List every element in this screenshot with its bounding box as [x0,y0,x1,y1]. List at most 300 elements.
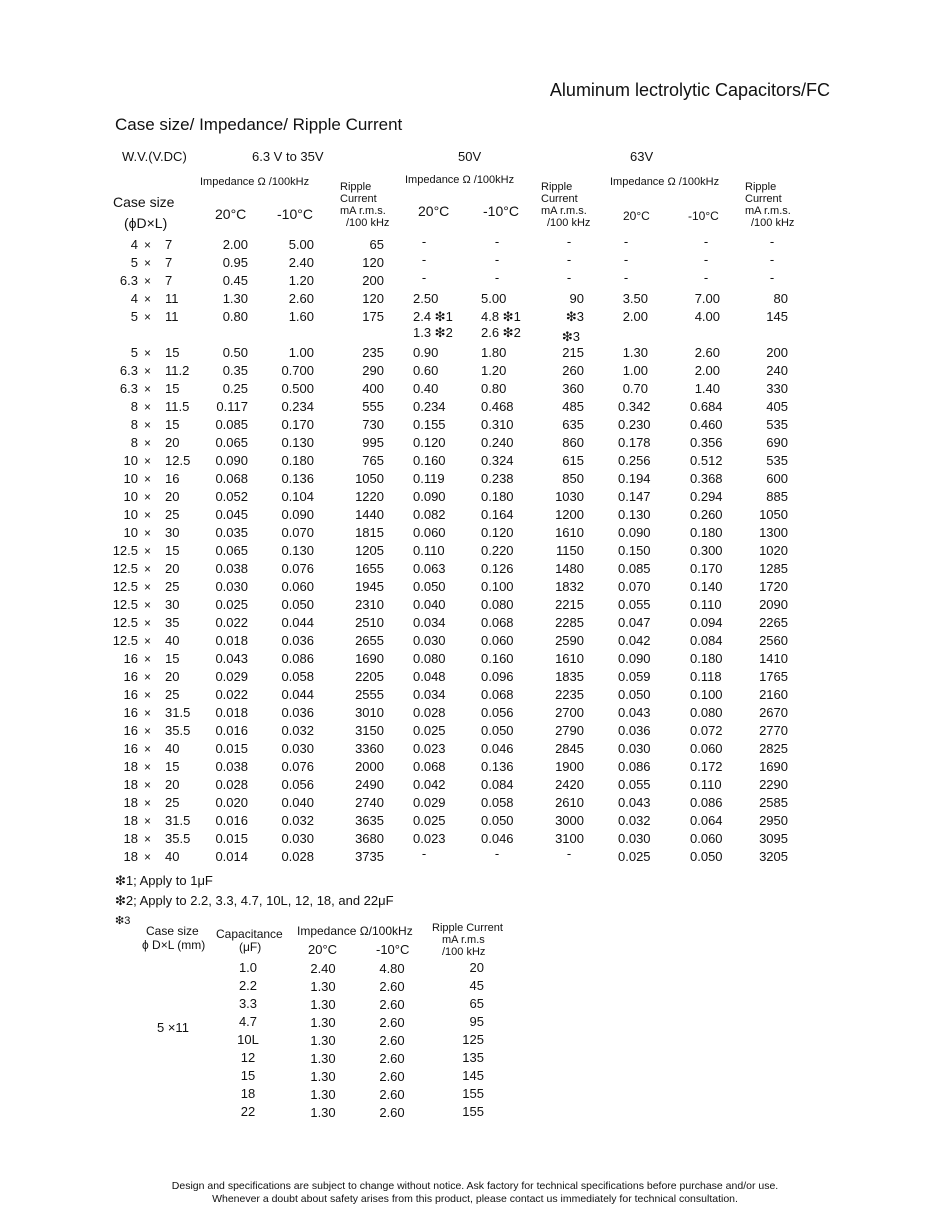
ripple-label-line: /100 kHz [547,217,591,229]
value-b0: 0.023 [413,831,446,846]
value-b1: 0.068 [481,687,514,702]
value-b1: 0.084 [481,777,514,792]
case-length: 7 [165,255,173,270]
value-c2: 1720 [759,579,788,594]
temp-20-b: 20°C [418,203,450,219]
value-b2: 1150 [556,543,584,558]
value-a0: 0.95 [222,255,248,270]
case-diameter: 16 [123,741,138,756]
sub-cell: 4.80 [379,961,405,976]
times-sign: × [144,274,152,288]
value-a2: 120 [362,255,384,270]
sub-cell: 1.30 [310,1015,336,1030]
value-a2: 120 [362,291,384,306]
value-a0: 0.029 [215,669,248,684]
case-length: 25 [165,579,180,594]
ripple-label-b [541,181,590,229]
value-a1: 0.086 [281,651,314,666]
times-sign: × [144,670,152,684]
value-c1: 0.084 [690,633,723,648]
case-length: 40 [165,741,180,756]
times-sign: × [144,616,152,630]
value-b0: 0.90 [413,345,439,360]
footer-line-1: Design and specifications are subject to change without notice. Ask factory for technical specifications before purchase and/or use. [171,1180,779,1192]
value-b0: - [421,234,427,249]
value-c2: 1285 [759,561,788,576]
value-c1: 0.100 [690,687,723,702]
value-a1: 0.050 [281,597,314,612]
value-b2: 2790 [555,723,584,738]
value-a0: 0.030 [215,579,248,594]
value-c1: 0.356 [690,435,723,450]
sub-cell: 45 [469,978,484,993]
ripple-label-line: Ripple [340,181,372,193]
value-c0: 0.047 [618,615,651,630]
case-diameter: 5 [130,345,138,360]
value-b1: 0.120 [481,525,514,540]
sub-cell: 4.7 [238,1014,258,1029]
ripple-label-line: mA r.m.s. [340,205,386,217]
value-b2: 485 [562,399,584,414]
value-a2: 3150 [355,723,384,738]
value-c1: 0.060 [690,831,723,846]
value-c1: 0.460 [690,417,723,432]
value-c0: 0.090 [618,525,651,540]
value-a1: 0.130 [281,543,314,558]
value-b2: 850 [562,471,584,486]
impedance-label-c: Impedance Ω /100kHz [610,176,720,188]
value-b2: 260 [562,363,584,378]
value-c1: 0.110 [690,777,722,792]
sub-cell: 2.60 [379,1087,405,1102]
value-c0: 0.70 [622,381,648,396]
value-c1: 0.172 [690,759,723,774]
value-a2: 1655 [355,561,384,576]
value-b1: 0.180 [481,489,514,504]
ripple-label-a [340,181,389,229]
value-c1: 0.170 [690,561,723,576]
value-b0: 0.023 [413,741,446,756]
value-c1: 0.368 [690,471,723,486]
value-b0: 0.028 [413,705,446,720]
sub-cell: 1.0 [238,960,258,975]
times-sign: × [144,580,152,594]
times-sign: × [144,598,152,612]
value-b2: 215 [562,345,584,360]
value-b1-alt: 2.6 ❇2 [481,325,521,340]
value-c2: 885 [766,489,788,504]
value-a0: 0.038 [215,759,248,774]
value-c1: 0.260 [690,507,723,522]
value-b0: 2.50 [413,291,439,306]
value-a0: 0.052 [215,489,248,504]
value-b1: - [494,270,500,285]
case-diameter: 8 [130,417,138,432]
value-a0: 0.45 [222,273,248,288]
case-length: 11.2 [165,363,190,378]
value-c1: 7.00 [694,291,720,306]
value-a0: 0.014 [215,849,248,864]
case-length: 20 [165,489,180,504]
value-a0: 0.043 [215,651,248,666]
value-b1: 0.046 [481,831,514,846]
sub-cell: 135 [462,1050,484,1065]
value-b1: 0.240 [481,435,514,450]
value-c1: 0.294 [690,489,723,504]
sub-cell: 2.60 [379,1015,405,1030]
value-a2: 1440 [355,507,384,522]
value-b0: 0.068 [413,759,446,774]
value-c1: - [703,234,709,249]
value-a2: 2205 [355,669,384,684]
value-b1: 0.060 [481,633,514,648]
value-a0: 0.065 [215,543,248,558]
value-b0: 0.40 [413,381,439,396]
case-diameter: 16 [123,651,138,666]
times-sign: × [144,508,152,522]
value-b0-alt: 1.3 ❇2 [413,325,453,340]
value-b1: 4.8 ❇1 [481,309,521,324]
case-diameter: 10 [123,471,138,486]
sub-cell: 3.3 [238,996,258,1011]
value-a1: 2.60 [288,291,314,306]
sub-cell: 12 [240,1050,256,1065]
sub-cell: 22 [240,1104,256,1119]
value-a2: 995 [362,435,384,450]
value-b2: 2235 [555,687,584,702]
case-diameter: 18 [123,795,138,810]
case-length: 15 [165,417,180,432]
case-length: 12.5 [165,453,191,468]
value-b1: 0.164 [481,507,514,522]
case-diameter: 16 [123,687,138,702]
times-sign: × [144,688,152,702]
value-c0: 0.032 [618,813,651,828]
case-diameter: 8 [130,435,138,450]
value-a1: 0.076 [281,561,314,576]
value-a0: 0.80 [222,309,248,324]
sub-case-size-unit: ϕ D×L (mm) [142,938,206,952]
case-diameter: 12.5 [112,615,138,630]
value-c2: - [769,270,775,285]
case-length: 15 [165,381,180,396]
value-b1: 0.056 [481,705,514,720]
value-b0: 0.080 [413,651,446,666]
case-diameter: 6.3 [119,273,138,288]
value-b1: 5.00 [481,291,507,306]
wv-label: W.V.(V.DC) [122,149,187,164]
value-c0: 0.036 [618,723,651,738]
value-c0: 1.30 [622,345,648,360]
value-c1: 0.050 [690,849,723,864]
case-diameter: 10 [123,453,138,468]
value-b1: 0.160 [481,651,514,666]
sub-cell: 1.30 [310,1105,336,1120]
value-a1: 0.500 [281,381,314,396]
value-c2: 2265 [759,615,788,630]
value-b2: 2420 [555,777,584,792]
value-a0: 0.085 [215,417,248,432]
value-c1: 0.180 [690,651,723,666]
sub-cell: 65 [469,996,484,1011]
value-b2: - [566,234,572,249]
ripple-label-line: Current [745,193,782,205]
sub-cell: 1.30 [310,1069,336,1084]
value-c2: 2670 [759,705,788,720]
value-a0: 0.022 [215,615,248,630]
value-c1: 0.060 [690,741,723,756]
case-length: 16 [165,471,180,486]
value-c0: 0.342 [618,399,651,414]
value-c0: - [623,234,629,249]
value-c0: - [623,270,629,285]
value-a2: 3680 [355,831,384,846]
value-a2: 2555 [355,687,384,702]
value-b2: 1610 [555,525,584,540]
value-a0: 0.016 [215,723,248,738]
value-b0: 0.160 [413,453,446,468]
value-b1: 0.126 [481,561,514,576]
value-b0: 0.119 [413,471,445,486]
case-length: 31.5 [165,705,191,720]
times-sign: × [144,238,152,252]
value-a0: 0.022 [215,687,248,702]
value-a1: 0.070 [281,525,314,540]
value-a1: 0.036 [281,633,314,648]
times-sign: × [144,310,152,324]
value-c1: 2.60 [694,345,720,360]
value-a0: 0.035 [215,525,248,540]
case-length: 20 [165,435,180,450]
value-a2: 235 [362,345,384,360]
value-b0: 0.090 [413,489,446,504]
times-sign: × [144,652,152,666]
times-sign: × [144,382,152,396]
sub-cell: 1.30 [310,979,336,994]
value-a1: 0.180 [281,453,314,468]
case-length: 11 [165,309,179,324]
case-diameter: 16 [123,705,138,720]
case-length: 35.5 [165,723,191,738]
value-c0: 0.150 [618,543,651,558]
times-sign: × [144,544,152,558]
value-a2: 2490 [355,777,384,792]
case-length: 35 [165,615,180,630]
value-a1: 2.40 [288,255,314,270]
temp-m10-a: -10°C [277,206,313,222]
sub-cell: 125 [462,1032,484,1047]
value-a1: 1.60 [288,309,314,324]
value-c0: 0.055 [618,777,651,792]
value-c1: 0.080 [690,705,723,720]
value-c2: 1020 [759,543,788,558]
value-c2: 200 [766,345,788,360]
value-a2: 3635 [355,813,384,828]
value-c1: - [703,252,709,267]
value-c2: 1690 [759,759,788,774]
value-b0: 0.120 [413,435,446,450]
ripple-label-line: /100 kHz [346,217,390,229]
value-a1: 1.20 [288,273,314,288]
value-a1: 0.056 [281,777,314,792]
value-b2: 2610 [555,795,584,810]
value-b1: 0.238 [481,471,514,486]
value-b2: 1480 [555,561,584,576]
value-a1: 0.044 [281,615,314,630]
value-c0: 0.147 [618,489,651,504]
sub-cell: 145 [462,1068,484,1083]
value-b2: 860 [562,435,584,450]
times-sign: × [144,724,152,738]
value-c0: 0.043 [618,705,651,720]
value-b0: - [421,270,427,285]
value-c2: 145 [766,309,788,324]
value-b2: 2845 [555,741,584,756]
value-c0: 0.178 [618,435,651,450]
value-b2: 1832 [555,579,584,594]
sub-cell: 20 [469,960,484,975]
value-a2: 3360 [355,741,384,756]
case-diameter: 18 [123,813,138,828]
case-diameter: 4 [130,291,138,306]
value-a2: 1205 [355,543,384,558]
value-b0: 0.048 [413,669,446,684]
note-1: ❇1; Apply to 1μF [115,873,213,888]
note-3: ❇3 [115,915,131,927]
sub-cell: 18 [240,1086,256,1101]
value-b2: 2215 [555,597,584,612]
value-c0: 0.230 [618,417,651,432]
value-a1: 1.00 [288,345,314,360]
sub-cell: 155 [462,1104,484,1119]
value-b0: 0.034 [413,615,446,630]
value-c2: 3095 [759,831,788,846]
value-b2: 3000 [555,813,584,828]
case-length: 20 [165,777,180,792]
times-sign: × [144,526,152,540]
sub-cell: 10L [237,1032,259,1047]
case-diameter: 12.5 [112,579,138,594]
value-b2: 615 [562,453,584,468]
value-c0: 0.055 [618,597,651,612]
sub-temp-20: 20°C [308,942,338,957]
value-b0: 0.60 [413,363,439,378]
value-a2: 765 [362,453,384,468]
sub-cell: 2.60 [379,1051,405,1066]
value-b1: 0.310 [481,417,514,432]
times-sign: × [144,832,152,846]
value-a1: 0.040 [281,795,314,810]
value-a2: 3735 [355,849,384,864]
value-c0: 0.086 [618,759,651,774]
times-sign: × [144,472,152,486]
value-a0: 0.016 [215,813,248,828]
value-b1: 0.096 [481,669,514,684]
value-b1: 0.220 [481,543,514,558]
case-length: 25 [165,507,180,522]
value-c1: 0.180 [690,525,723,540]
ripple-label-line: mA r.m.s. [745,205,791,217]
sub-cell: 2.60 [379,997,405,1012]
value-c2: 2825 [759,741,788,756]
times-sign: × [144,256,152,270]
value-c2: - [769,234,775,249]
value-b0: - [421,846,427,861]
sub-ripple-line: Ripple Current [432,922,503,934]
value-a2: 2310 [355,597,384,612]
case-diameter: 12.5 [112,597,138,612]
value-b2: ❇3 [565,309,584,324]
value-b1: 0.100 [481,579,514,594]
case-size-label: Case size [113,194,175,210]
value-c0: 0.030 [618,741,651,756]
value-a1: 0.058 [281,669,314,684]
value-a2: 2510 [355,615,384,630]
value-b2: 90 [569,291,584,306]
value-a1: 0.030 [281,831,314,846]
note-2: ❇2; Apply to 2.2, 3.3, 4.7, 10L, 12, 18, and 22μF [115,893,394,908]
case-diameter: 12.5 [112,543,138,558]
value-a1: 0.030 [281,741,314,756]
impedance-label-a: Impedance Ω /100kHz [200,176,310,188]
times-sign: × [144,778,152,792]
value-c1: 2.00 [694,363,720,378]
case-diameter: 5 [130,309,138,324]
value-a2: 200 [362,273,384,288]
case-diameter: 8 [130,399,138,414]
value-c2: 1300 [759,525,788,540]
value-a0: 0.25 [222,381,248,396]
value-b2: - [566,846,572,861]
times-sign: × [144,814,152,828]
value-b2: 1200 [555,507,584,522]
value-a1: 5.00 [288,237,314,252]
times-sign: × [144,490,152,504]
value-c0: 0.042 [618,633,651,648]
value-b0: 0.030 [413,633,446,648]
sub-cell: 2.60 [379,1069,405,1084]
value-b0: 0.063 [413,561,446,576]
ripple-label-line: Ripple [541,181,573,193]
value-b1: 1.20 [481,363,507,378]
value-c1: 0.094 [690,615,723,630]
sub-cell: 2.60 [379,1105,405,1120]
value-a2: 2655 [355,633,384,648]
value-c2: 600 [766,471,788,486]
value-c1: 0.300 [690,543,723,558]
value-c0: 0.194 [618,471,651,486]
case-diameter: 4 [130,237,138,252]
case-diameter: 12.5 [112,633,138,648]
value-a2: 1050 [355,471,384,486]
value-c0: 0.043 [618,795,651,810]
value-a1: 0.036 [281,705,314,720]
value-c1: 0.140 [690,579,723,594]
value-a0: 0.020 [215,795,248,810]
value-c2: 1050 [759,507,788,522]
case-diameter: 10 [123,507,138,522]
value-a0: 0.018 [215,633,248,648]
value-a2: 730 [362,417,384,432]
value-c0: 0.256 [618,453,651,468]
case-length: 35.5 [165,831,191,846]
times-sign: × [144,742,152,756]
value-b1: 0.468 [481,399,514,414]
sub-cell: 15 [240,1068,256,1083]
value-c1: 0.086 [690,795,723,810]
value-b1: - [494,846,500,861]
times-sign: × [144,706,152,720]
